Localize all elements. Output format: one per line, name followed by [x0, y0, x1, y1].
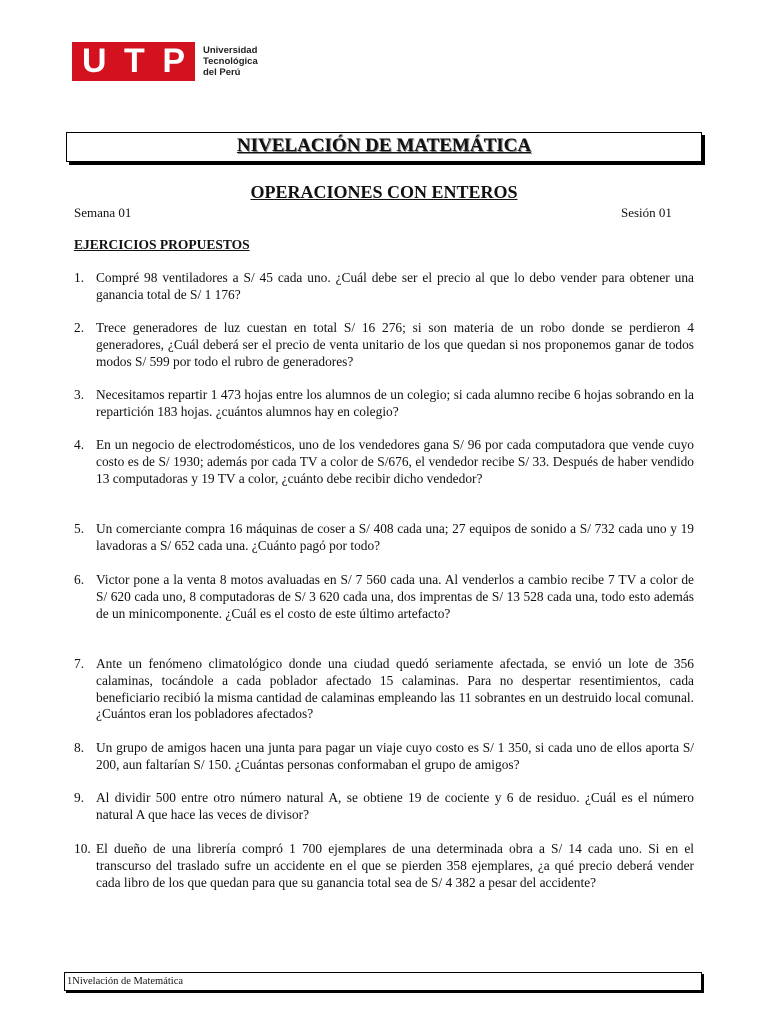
week-label: Semana 01: [74, 205, 132, 220]
exercise-item: [74, 270, 694, 304]
exercise-text: En un negocio de electrodomésticos, uno de los vendedores gana S/ 96 por cada computadora que vende cuyo costo es de S/ 1930; además por cada TV a color de S/676, el vendedor recibe S/ 33. Después de haber vendido 13 computadoras y 19 TV a color, ¿cuánto debe recibir dicho vendedor?: [96, 437, 694, 486]
exercise-number: 2.: [74, 320, 85, 335]
exercise-item: [74, 387, 694, 421]
exercise-number: 7.: [74, 656, 85, 671]
document-subtitle: OPERACIONES CON ENTEROS: [250, 182, 518, 202]
logo-letter-p: P: [162, 42, 185, 80]
exercise-item: [74, 437, 694, 487]
exercise-text: Un comerciante compra 16 máquinas de coser a S/ 408 cada una; 27 equipos de sonido a S/ 732 cada uno y 19 lavadoras a S/ 652 cada una. ¿Cuánto pagó por todo?: [96, 521, 694, 553]
exercise-item: [74, 841, 694, 891]
exercise-text: Necesitamos repartir 1 473 hojas entre los alumnos de un colegio; si cada alumno recibe 6 hojas sobrando en la repartición 183 hojas. ¿cuántos alumnos hay en colegio?: [96, 387, 694, 419]
exercise-number: 1.: [74, 270, 85, 285]
logo-block: [72, 42, 195, 81]
title-box: [66, 132, 702, 162]
document-title: NIVELACIÓN DE MATEMÁTICA: [236, 135, 532, 156]
exercise-text: Al dividir 500 entre otro número natural A, se obtiene 19 de cociente y 6 de residuo. ¿Cuál es el número natural A que hace las veces de divisor?: [96, 790, 694, 822]
exercise-number: 10.: [74, 841, 91, 856]
exercise-text: Trece generadores de luz cuestan en total S/ 16 276; si son materia de un robo donde se perdieron 4 generadores, ¿Cuál deberá ser el precio de venta unitario de los que quedan si nos proponemos ganar de todos modos S/ 599 por todo el rubro de generadores?: [96, 320, 694, 369]
exercise-number: 5.: [74, 521, 85, 536]
exercise-text: Ante un fenómeno climatológico donde una ciudad quedó seriamente afectada, se envió un lote de 356 calaminas, tocándole a cada poblador afectado 15 calaminas. Para no despertar resentimientos, cada beneficiario recibió la misma cantidad de calaminas empleando las 11 sobrantes en un destruido local comunal. ¿Cuántos eran los pobladores afectados?: [96, 656, 694, 722]
exercise-number: 3.: [74, 387, 85, 402]
exercise-item: [74, 656, 694, 723]
exercise-item: [74, 790, 694, 824]
exercise-number: 8.: [74, 740, 85, 755]
logo-line: del Perú: [203, 67, 241, 78]
exercise-text: Compré 98 ventiladores a S/ 45 cada uno. ¿Cuál debe ser el precio al que lo debo vender para obtener una ganancia total de S/ 1 176?: [96, 270, 694, 302]
utp-logo: [72, 42, 258, 81]
exercise-number: 4.: [74, 437, 85, 452]
exercise-text: Victor pone a la venta 8 motos avaluadas en S/ 7 560 cada una. Al venderlos a cambio recibe 7 TV a color de S/ 620 cada uno, 8 computadoras de S/ 3 620 cada una, dos imprentas de S/ 13 528 cada una, todo esto además de un minicomponente. ¿Cuál es el costo de este último artefacto?: [96, 572, 694, 621]
logo-line: Tecnológica: [203, 56, 258, 67]
exercise-item: [74, 740, 694, 774]
logo-letter-u: U: [82, 42, 107, 80]
logo-text: [203, 45, 258, 78]
exercise-number: 9.: [74, 790, 85, 805]
exercise-item: [74, 320, 694, 370]
exercise-number: 6.: [74, 572, 85, 587]
logo-line: Universidad: [203, 45, 258, 56]
exercise-text: Un grupo de amigos hacen una junta para pagar un viaje cuyo costo es S/ 1 350, si cada uno de ellos aporta S/ 200, aun faltarían S/ 150. ¿Cuántas personas conformaban el grupo de amigos?: [96, 740, 694, 772]
exercise-item: [74, 521, 694, 555]
exercise-text: El dueño de una librería compró 1 700 ejemplares de una determinada obra a S/ 14 cada uno. Si en el transcurso del traslado sufre un accidente en el que se pierden 358 ejemplares, ¿a qué precio deberá vender cada libro de los que quedan para que su ganancia total sea de S/ 4 382 a pesar del accidente?: [96, 841, 694, 890]
page-footer: 1Nivelación de Matemática: [64, 972, 702, 991]
logo-letter-t: T: [124, 42, 145, 80]
session-label: Sesión 01: [621, 205, 672, 220]
exercise-item: [74, 572, 694, 622]
section-heading: EJERCICIOS PROPUESTOS: [74, 237, 250, 252]
